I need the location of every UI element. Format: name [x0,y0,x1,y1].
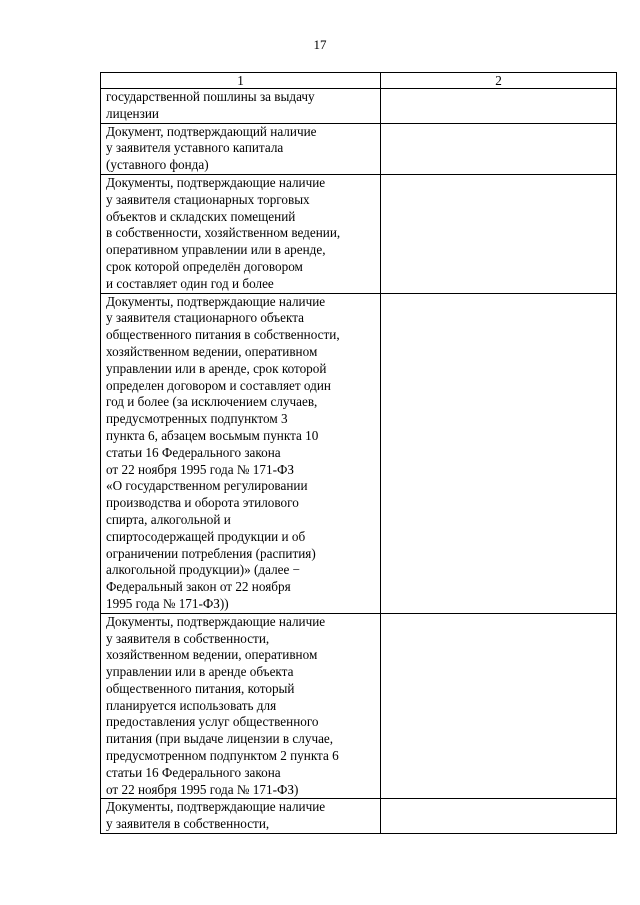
row-6-value [381,799,617,834]
row-1-value [381,89,617,124]
table-row [101,799,617,834]
row-3-document-text: Документы, подтверждающие наличие у заявителя стационарных торговых объектов и складских помещений в собственности, хозяйственном ведении, оперативном управлении или в аренде, срок которой определён договором и составляет один год и более [101,174,381,293]
row-2-value [381,123,617,174]
table-row [101,613,617,799]
table-row [101,89,617,124]
row-2-document-text: Документ, подтверждающий наличие у заявителя уставного капитала (уставного фонда) [101,123,381,174]
row-5-document-text: Документы, подтверждающие наличие у заявителя в собственности, хозяйственном ведении, оперативном управлении или в аренде объекта общественного питания, который планируется использовать для предоставления услуг общественного питания (при выдаче лицензии в случае, предусмотренном подпунктом 2 пункта 6 статьи 16 Федерального закона от 22 ноября 1995 года № 171-ФЗ) [101,613,381,799]
table-header-row [101,73,617,89]
page-number: 17 [313,37,327,52]
table-row [101,123,617,174]
table-row [101,293,617,613]
document-table [100,72,617,834]
row-6-document-text: Документы, подтверждающие наличие у заявителя в собственности, [101,799,381,834]
row-3-value [381,174,617,293]
column-header-1: 1 [101,73,381,89]
row-4-value [381,293,617,613]
row-1-document-text: государственной пошлины за выдачу лицензии [101,89,381,124]
row-5-value [381,613,617,799]
column-header-2: 2 [381,73,617,89]
row-4-document-text: Документы, подтверждающие наличие у заявителя стационарного объекта общественного питания в собственности, хозяйственном ведении, оперативном управлении или в аренде, срок которой определен договором и составляет один год и более (за исключением случаев, предусмотренных подпунктом 3 пункта 6, абзацем восьмым пункта 10 статьи 16 Федерального закона от 22 ноября 1995 года № 171-ФЗ «О государственном регулировании производства и оборота этилового спирта, алкогольной и спиртосодержащей продукции и об ограничении потребления (распития) алкогольной продукции)» (далее − Федеральный закон от 22 ноября 1995 года № 171-ФЗ)) [101,293,381,613]
table-row [101,174,617,293]
